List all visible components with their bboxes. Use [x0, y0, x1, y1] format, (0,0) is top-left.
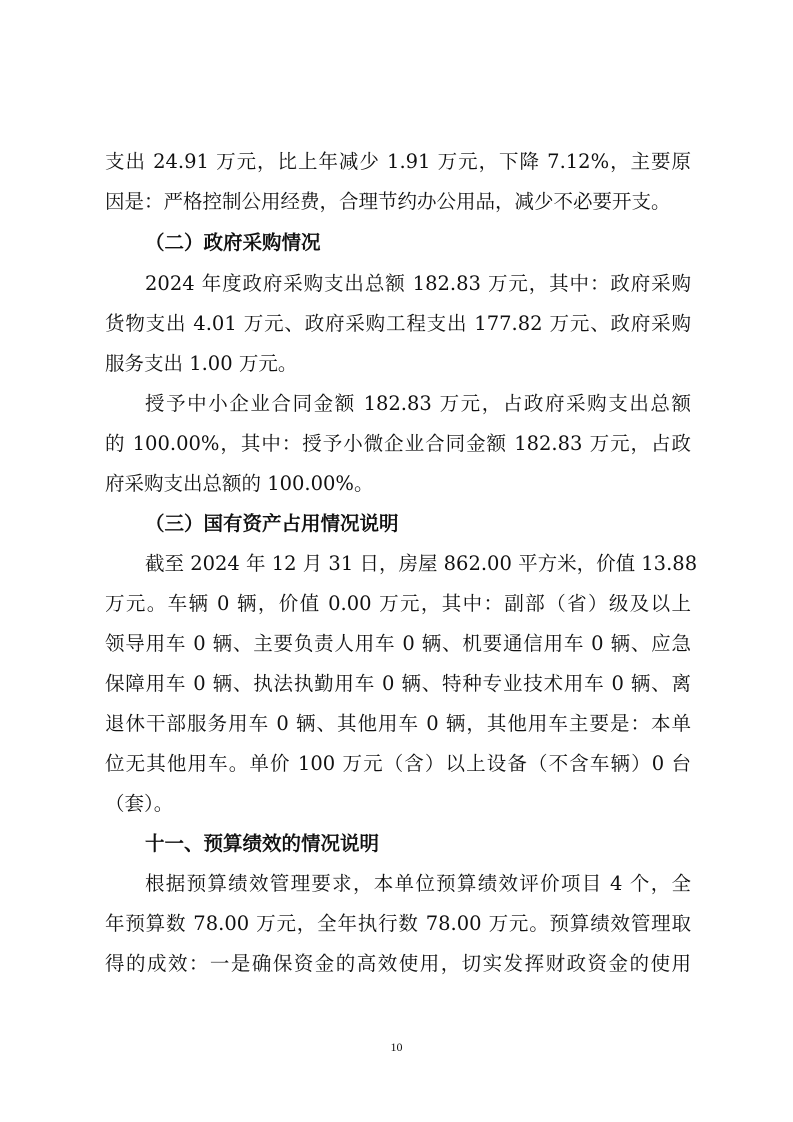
text-line: 年预算数 78.00 万元，全年执行数 78.00 万元。预算绩效管理取 — [105, 912, 691, 935]
text-line: （套）。 — [105, 792, 174, 815]
text-line: 2024 年度政府采购支出总额 182.83 万元，其中：政府采购 — [145, 272, 691, 295]
text-line: 货物支出 4.01 万元、政府采购工程支出 177.82 万元、政府采购 — [105, 312, 691, 335]
text-line: 得的成效：一是确保资金的高效使用，切实发挥财政资金的使用 — [105, 952, 691, 975]
text-line: 的 100.00%，其中：授予小微企业合同金额 182.83 万元，占政 — [105, 432, 691, 455]
text-line: 支出 24.91 万元，比上年减少 1.91 万元，下降 7.12%，主要原 — [105, 150, 691, 173]
text-line: 授予中小企业合同金额 182.83 万元，占政府采购支出总额 — [145, 392, 691, 415]
text-line: 服务支出 1.00 万元。 — [105, 352, 298, 375]
text-line: 因是：严格控制公用经费，合理节约办公用品，减少不必要开支。 — [105, 190, 671, 213]
text-line: 根据预算绩效管理要求，本单位预算绩效评价项目 4 个，全 — [145, 872, 691, 895]
section-heading: （三）国有资产占用情况说明 — [145, 512, 399, 535]
text-line: 位无其他用车。单价 100 万元（含）以上设备（不含车辆）0 台 — [105, 752, 691, 775]
text-line: 截至 2024 年 12 月 31 日，房屋 862.00 平方米，价值 13.88 — [145, 552, 698, 575]
text-line: 万元。车辆 0 辆，价值 0.00 万元，其中：副部（省）级及以上 — [105, 592, 691, 615]
text-line: 保障用车 0 辆、执法执勤用车 0 辆、特种专业技术用车 0 辆、离 — [105, 672, 691, 695]
section-heading: 十一、预算绩效的情况说明 — [145, 832, 380, 855]
section-heading: （二）政府采购情况 — [145, 231, 321, 254]
page-number: 10 — [390, 1040, 403, 1054]
text-line: 退休干部服务用车 0 辆、其他用车 0 辆，其他用车主要是：本单 — [105, 712, 691, 735]
text-line: 领导用车 0 辆、主要负责人用车 0 辆、机要通信用车 0 辆、应急 — [105, 632, 691, 655]
text-line: 府采购支出总额的 100.00%。 — [105, 472, 374, 495]
